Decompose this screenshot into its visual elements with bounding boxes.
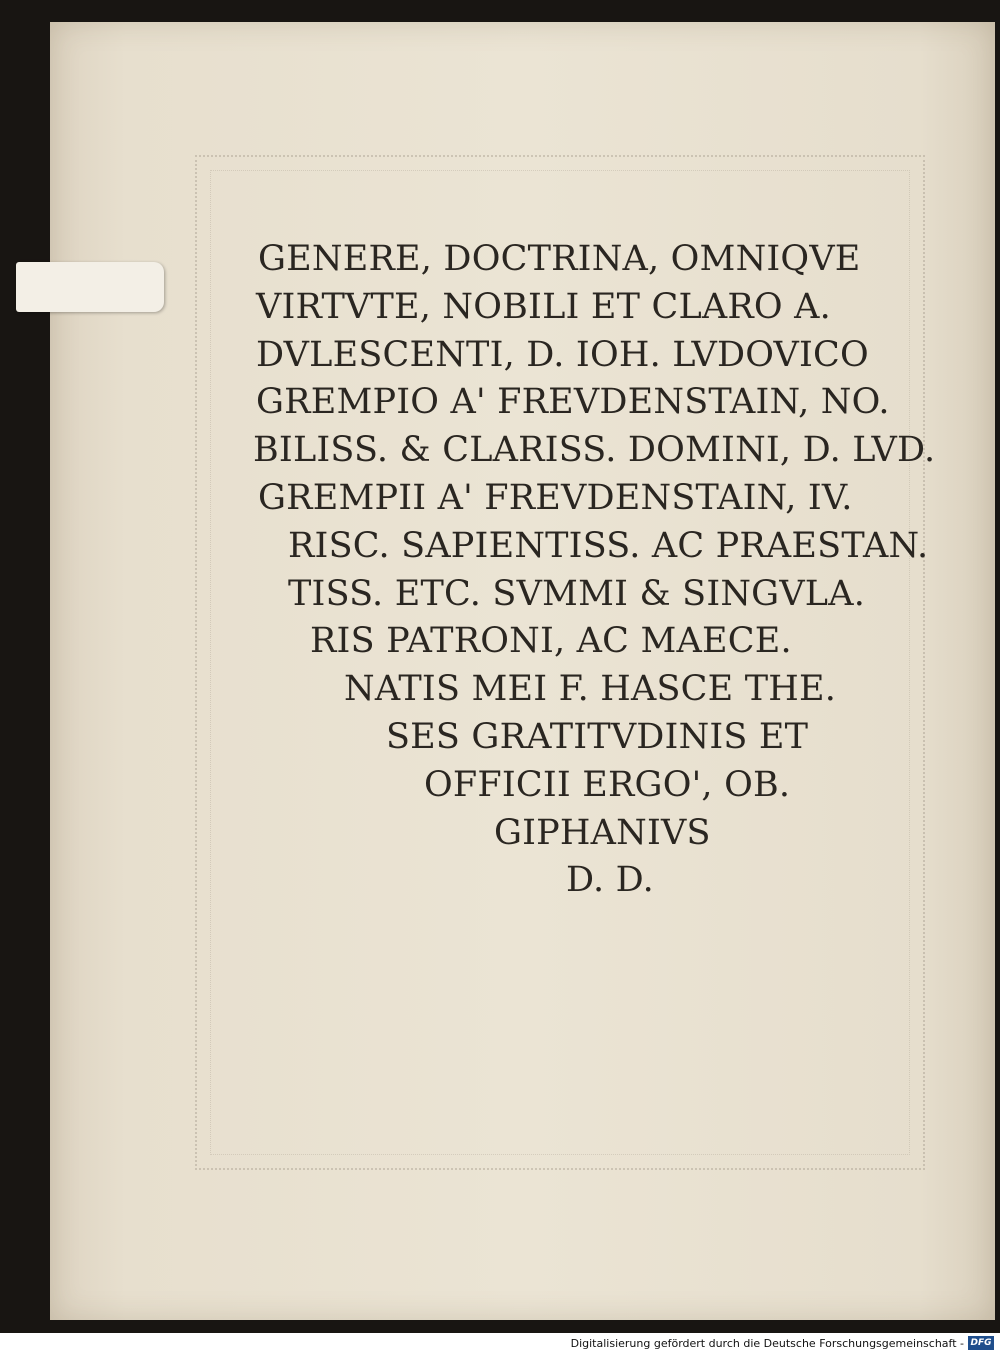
dedication-line: RISC. SAPIENTISS. AC PRAESTAN. [288,525,929,566]
dedication-line: SES GRATITVDINIS ET [386,716,809,757]
dedication-line: RIS PATRONI, AC MAECE. [310,621,792,662]
dedication-text [248,236,938,905]
dedication-signature: GIPHANIVS [494,812,711,853]
dedication-line: GENERE, DOCTRINA, OMNIQVE [258,239,861,279]
dedication-line: OFFICII ERGO', OB. [424,764,791,805]
footer-bar [0,1333,1000,1355]
dedication-line: GREMPII A' FREVDENSTAIN, IV. [258,477,853,518]
dedication-line: VIRTVTE, NOBILI ET CLARO A. [256,286,831,327]
paper-tab-marker [16,262,164,312]
dedication-line: NATIS MEI F. HASCE THE. [344,669,837,710]
dedication-line: TISS. ETC. SVMMI & SINGVLA. [288,573,866,614]
dedication-line: GREMPIO A' FREVDENSTAIN, NO. [256,382,890,423]
dedication-dd: D. D. [566,860,655,901]
dfg-logo: DFG [968,1336,994,1350]
dedication-line: BILISS. & CLARISS. DOMINI, D. LVD. [253,430,936,471]
funding-notice: Digitalisierung gefördert durch die Deutsche Forschungsgemeinschaft - [570,1337,964,1350]
dedication-line: DVLESCENTI, D. IOH. LVDOVICO [256,334,869,375]
